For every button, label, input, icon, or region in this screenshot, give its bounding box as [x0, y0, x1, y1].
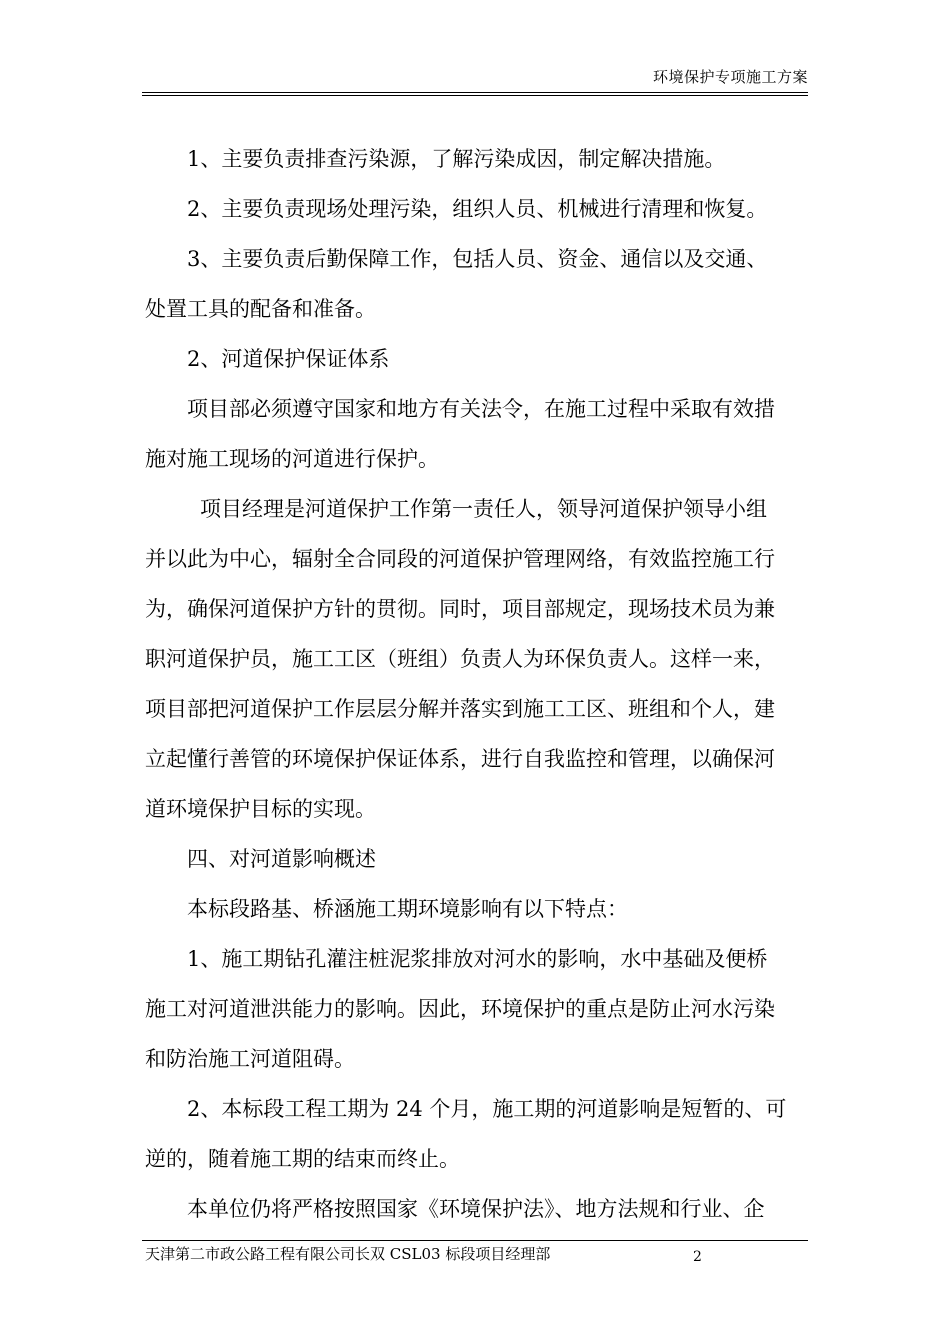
section-heading: 2、河道保护保证体系 [187, 347, 390, 371]
body-line: 施对施工现场的河道进行保护。 [145, 447, 439, 471]
body-line: 职河道保护员，施工工区（班组）负责人为环保负责人。这样一来， [145, 647, 775, 671]
body-line: 立起懂行善管的环境保护保证体系，进行自我监控和管理，以确保河 [145, 747, 775, 771]
body-line: 3、主要负责后勤保障工作，包括人员、资金、通信以及交通、 [187, 247, 768, 271]
header-divider-secondary [142, 95, 808, 96]
body-line: 道环境保护目标的实现。 [145, 797, 376, 821]
header-divider [142, 92, 808, 93]
body-line: 2、主要负责现场处理污染，组织人员、机械进行清理和恢复。 [187, 197, 768, 221]
body-line: 和防治施工河道阻碍。 [145, 1047, 355, 1071]
section-heading: 四、对河道影响概述 [187, 847, 376, 871]
body-line: 为，确保河道保护方针的贯彻。同时，项目部规定，现场技术员为兼 [145, 597, 775, 621]
footer-company: 天津第二市政公路工程有限公司长双 CSL03 标段项目经理部 [145, 1245, 551, 1263]
body-line: 并以此为中心，辐射全合同段的河道保护管理网络，有效监控施工行 [145, 547, 775, 571]
body-line: 1、主要负责排查污染源，了解污染成因，制定解决措施。 [187, 147, 726, 171]
body-line: 施工对河道泄洪能力的影响。因此，环境保护的重点是防止河水污染 [145, 997, 775, 1021]
body-line: 项目部必须遵守国家和地方有关法令，在施工过程中采取有效措 [187, 397, 775, 421]
body-line: 本单位仍将严格按照国家《环境保护法》、地方法规和行业、企 [187, 1197, 765, 1221]
page-number: 2 [693, 1249, 702, 1265]
body-line: 处置工具的配备和准备。 [145, 297, 376, 321]
document-body [145, 134, 805, 1234]
body-line: 2、本标段工程工期为 24 个月，施工期的河道影响是短暂的、可 [187, 1097, 787, 1121]
body-line: 本标段路基、桥涵施工期环境影响有以下特点： [187, 897, 628, 921]
body-line: 逆的，随着施工期的结束而终止。 [145, 1147, 460, 1171]
body-line: 项目经理是河道保护工作第一责任人，领导河道保护领导小组 [200, 497, 767, 521]
body-line: 1、施工期钻孔灌注桩泥浆排放对河水的影响，水中基础及便桥 [187, 947, 768, 971]
header-title: 环境保护专项施工方案 [652, 68, 808, 86]
footer-divider [142, 1240, 808, 1241]
body-line: 项目部把河道保护工作层层分解并落实到施工工区、班组和个人，建 [145, 697, 775, 721]
